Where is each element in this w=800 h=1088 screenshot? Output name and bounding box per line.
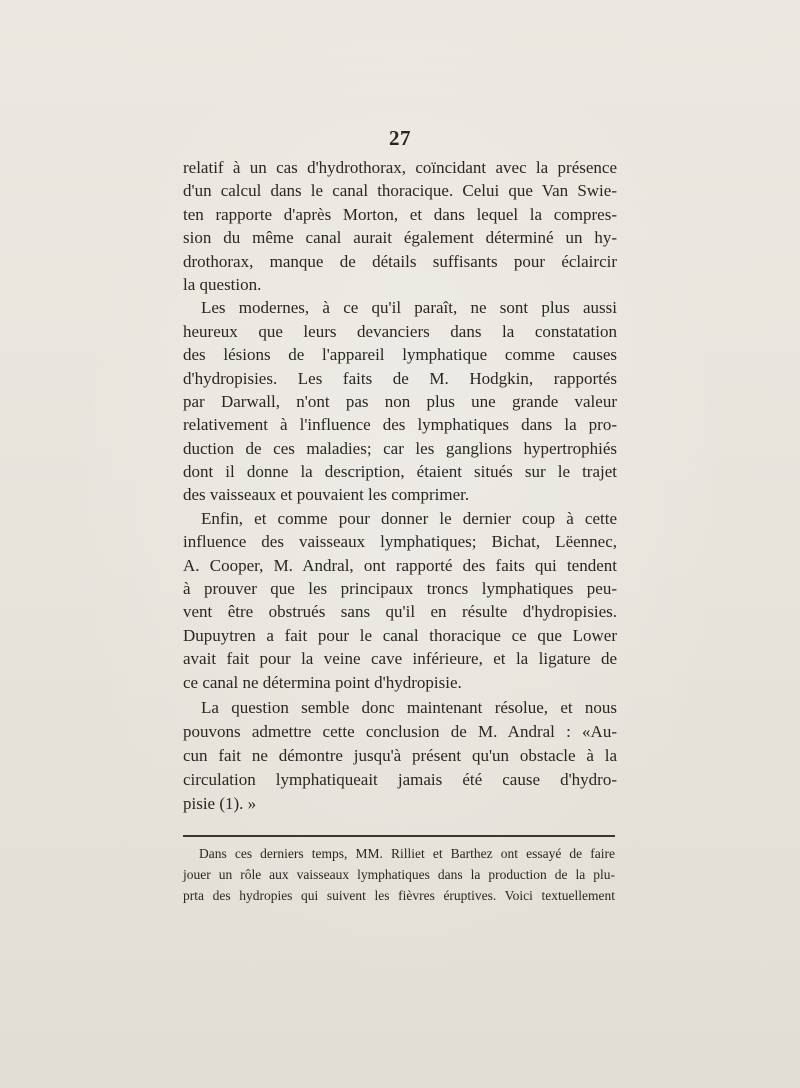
text-line: La question semble donc maintenant résolue, et nous: [201, 697, 617, 717]
main-text: [183, 156, 617, 816]
text-line: duction de ces maladies; car les ganglions hypertrophiés: [183, 438, 617, 458]
text-line: circulation lymphatiqueait jamais été cause d'hydro-: [183, 769, 617, 789]
text-line: Enfin, et comme pour donner le dernier coup à cette: [201, 508, 617, 528]
text-line: pouvons admettre cette conclusion de M. Andral : «Au-: [183, 721, 617, 741]
text-line: A. Cooper, M. Andral, ont rapporté des faits qui tendent: [183, 555, 617, 575]
text-line: cun fait ne démontre jusqu'à présent qu'un obstacle à la: [183, 745, 617, 765]
text-line: à prouver que les principaux troncs lymphatiques peu-: [183, 579, 617, 599]
text-line: drothorax, manque de détails suffisants pour éclaircir: [183, 251, 617, 271]
paragraph-3: [183, 507, 617, 694]
text-line: d'un calcul dans le canal thoracique. Celui que Van Swie-: [183, 181, 617, 201]
footnote-line: jouer un rôle aux vaisseaux lymphatiques dans la production de la plu-: [183, 867, 615, 882]
text-line: relatif à un cas d'hydrothorax, coïncidant avec la présence: [183, 158, 617, 177]
text-line: ce canal ne détermina point d'hydropisie.: [183, 672, 462, 692]
text-line: influence des vaisseaux lymphatiques; Bichat, Lëennec,: [183, 532, 617, 552]
text-line: pisie (1). »: [183, 793, 257, 813]
text-line: Dupuytren a fait pour le canal thoracique ce que Lower: [183, 625, 617, 645]
text-line: sion du même canal aurait également déterminé un hy-: [183, 228, 617, 248]
text-line: par Darwall, n'ont pas non plus une grande valeur: [183, 391, 617, 411]
text-line: des vaisseaux et pouvaient les comprimer.: [183, 485, 470, 505]
text-line: la question.: [183, 274, 262, 294]
footnote: [183, 843, 615, 906]
text-line: avait fait pour la veine cave inférieure, et la ligature de: [183, 649, 617, 669]
paragraph-2: [183, 296, 617, 507]
footnote-line: prta des hydropies qui suivent les fièvres éruptives. Voici textuellement: [183, 888, 615, 903]
paragraph-1: [183, 156, 617, 296]
text-line: des lésions de l'appareil lymphatique comme causes: [183, 345, 617, 365]
text-line: vent être obstrués sans qu'il en résulte d'hydropisies.: [183, 602, 617, 622]
text-line: d'hydropisies. Les faits de M. Hodgkin, rapportés: [183, 368, 617, 388]
paragraph-4: [183, 696, 617, 816]
text-line: ten rapporte d'après Morton, et dans lequel la compres-: [183, 204, 617, 224]
text-line: Les modernes, à ce qu'il paraît, ne sont plus aussi: [201, 298, 617, 318]
text-line: relativement à l'influence des lymphatiques dans la pro-: [183, 415, 617, 435]
footnote-rule: [183, 835, 615, 837]
text-line: heureux que leurs devanciers dans la constatation: [183, 321, 617, 341]
text-line: dont il donne la description, étaient situés sur le trajet: [183, 462, 617, 482]
page-number: 27: [389, 126, 411, 150]
footnote-line: Dans ces derniers temps, MM. Rilliet et Barthez ont essayé de faire: [199, 846, 615, 861]
